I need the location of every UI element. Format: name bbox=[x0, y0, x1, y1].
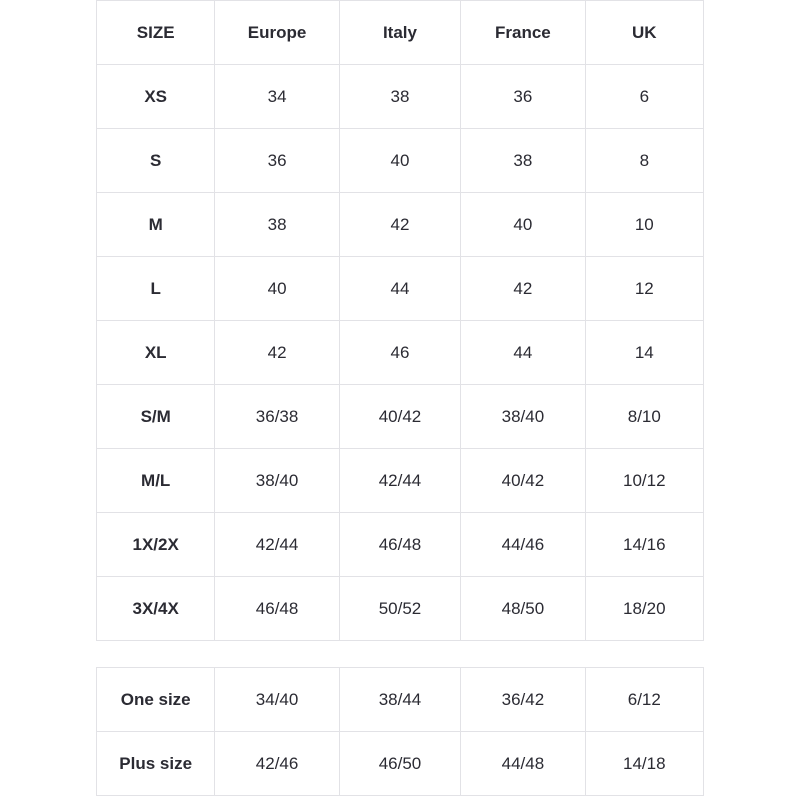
table-row bbox=[97, 129, 704, 193]
secondary-table-body bbox=[97, 668, 704, 796]
cell-france: 40/42 bbox=[461, 449, 585, 513]
cell-uk: 14/18 bbox=[585, 732, 703, 796]
cell-uk: 10 bbox=[585, 193, 703, 257]
table-row bbox=[97, 577, 704, 641]
cell-france: 44 bbox=[461, 321, 585, 385]
table-row bbox=[97, 668, 704, 732]
cell-france: 40 bbox=[461, 193, 585, 257]
cell-france: 48/50 bbox=[461, 577, 585, 641]
cell-uk: 18/20 bbox=[585, 577, 703, 641]
row-label: XS bbox=[97, 65, 215, 129]
column-header-uk: UK bbox=[585, 1, 703, 65]
cell-europe: 36/38 bbox=[215, 385, 339, 449]
table-row bbox=[97, 193, 704, 257]
table-row bbox=[97, 257, 704, 321]
row-label: S bbox=[97, 129, 215, 193]
cell-italy: 42/44 bbox=[339, 449, 460, 513]
cell-italy: 42 bbox=[339, 193, 460, 257]
cell-europe: 36 bbox=[215, 129, 339, 193]
table-spacer bbox=[96, 641, 704, 667]
cell-uk: 10/12 bbox=[585, 449, 703, 513]
table-row bbox=[97, 513, 704, 577]
row-label: 1X/2X bbox=[97, 513, 215, 577]
cell-uk: 14/16 bbox=[585, 513, 703, 577]
cell-europe: 46/48 bbox=[215, 577, 339, 641]
cell-france: 38 bbox=[461, 129, 585, 193]
table-row bbox=[97, 65, 704, 129]
cell-italy: 44 bbox=[339, 257, 460, 321]
cell-uk: 12 bbox=[585, 257, 703, 321]
row-label: L bbox=[97, 257, 215, 321]
cell-europe: 42 bbox=[215, 321, 339, 385]
cell-france: 44/46 bbox=[461, 513, 585, 577]
cell-italy: 40/42 bbox=[339, 385, 460, 449]
table-row bbox=[97, 732, 704, 796]
cell-france: 44/48 bbox=[461, 732, 585, 796]
row-label: Plus size bbox=[97, 732, 215, 796]
size-conversion-table bbox=[96, 0, 704, 641]
row-label: XL bbox=[97, 321, 215, 385]
column-header-france: France bbox=[461, 1, 585, 65]
cell-italy: 38/44 bbox=[339, 668, 460, 732]
cell-italy: 40 bbox=[339, 129, 460, 193]
cell-italy: 46/48 bbox=[339, 513, 460, 577]
cell-italy: 46/50 bbox=[339, 732, 460, 796]
cell-uk: 8/10 bbox=[585, 385, 703, 449]
cell-france: 36/42 bbox=[461, 668, 585, 732]
cell-uk: 8 bbox=[585, 129, 703, 193]
row-label: M/L bbox=[97, 449, 215, 513]
row-label: 3X/4X bbox=[97, 577, 215, 641]
column-header-italy: Italy bbox=[339, 1, 460, 65]
cell-uk: 6/12 bbox=[585, 668, 703, 732]
cell-france: 38/40 bbox=[461, 385, 585, 449]
cell-italy: 50/52 bbox=[339, 577, 460, 641]
cell-europe: 42/46 bbox=[215, 732, 339, 796]
general-sizes-table bbox=[96, 667, 704, 796]
column-header-europe: Europe bbox=[215, 1, 339, 65]
table-row bbox=[97, 385, 704, 449]
table-body bbox=[97, 65, 704, 641]
row-label: One size bbox=[97, 668, 215, 732]
cell-europe: 38 bbox=[215, 193, 339, 257]
table-row bbox=[97, 321, 704, 385]
table-row bbox=[97, 449, 704, 513]
cell-france: 36 bbox=[461, 65, 585, 129]
cell-europe: 34/40 bbox=[215, 668, 339, 732]
cell-uk: 6 bbox=[585, 65, 703, 129]
cell-europe: 38/40 bbox=[215, 449, 339, 513]
cell-italy: 38 bbox=[339, 65, 460, 129]
cell-europe: 42/44 bbox=[215, 513, 339, 577]
cell-europe: 40 bbox=[215, 257, 339, 321]
cell-uk: 14 bbox=[585, 321, 703, 385]
row-label: M bbox=[97, 193, 215, 257]
cell-italy: 46 bbox=[339, 321, 460, 385]
table-header bbox=[97, 1, 704, 65]
cell-europe: 34 bbox=[215, 65, 339, 129]
row-label: S/M bbox=[97, 385, 215, 449]
cell-france: 42 bbox=[461, 257, 585, 321]
table-header-row bbox=[97, 1, 704, 65]
column-header-size: SIZE bbox=[97, 1, 215, 65]
